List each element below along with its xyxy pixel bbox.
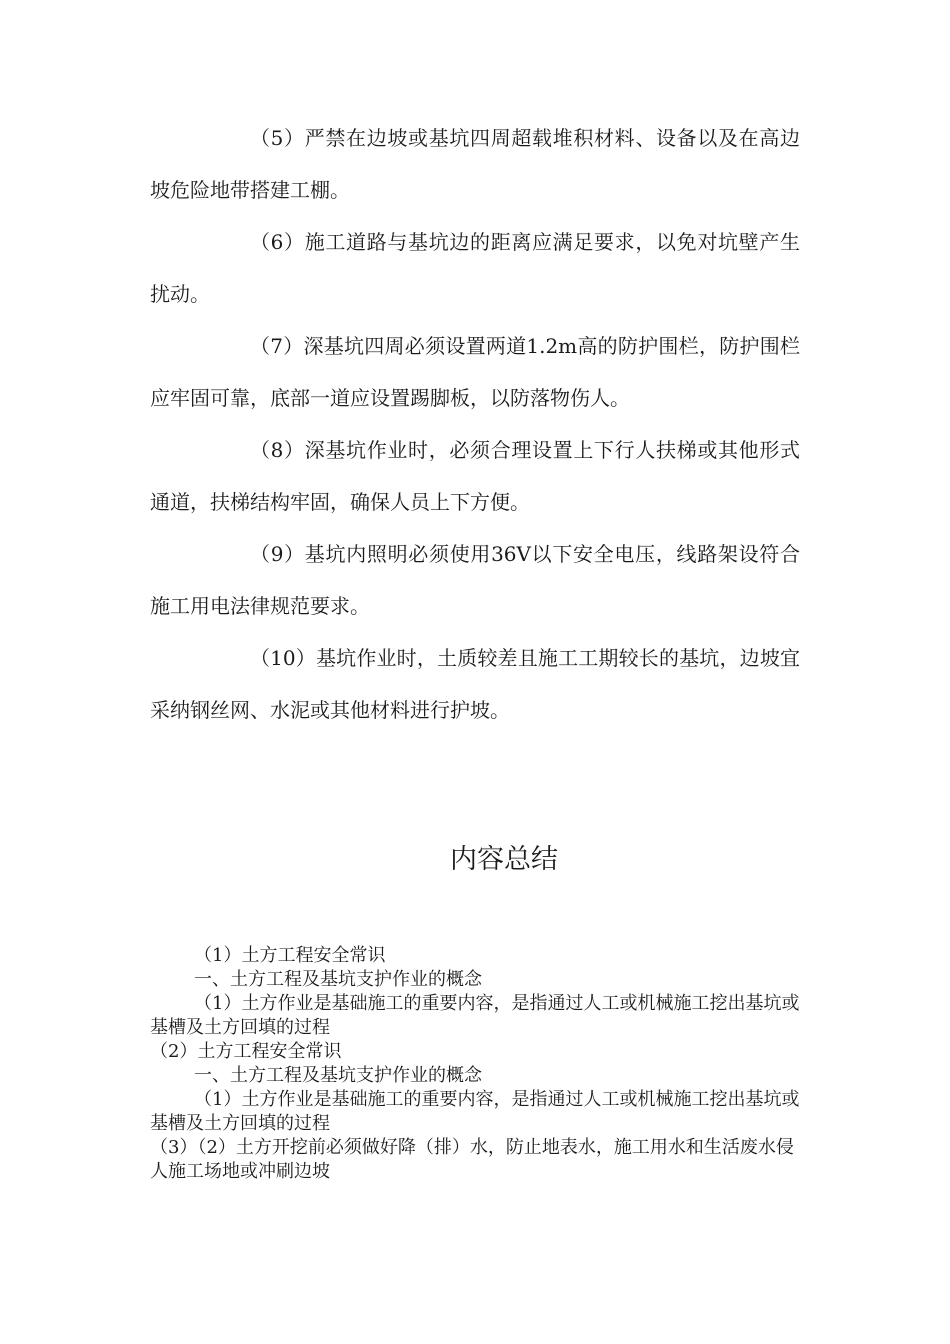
summary-line-3: （1）土方作业是基础施工的重要内容，是指通过人工或机械施工挖出基坑或基槽及土方回填的过程 xyxy=(150,993,800,1038)
summary-line-1: （1）土方工程安全常识 xyxy=(194,945,386,966)
summary-line-6: （1）土方作业是基础施工的重要内容，是指通过人工或机械施工挖出基坑或基槽及土方回填的过程 xyxy=(150,1089,800,1134)
summary-line-7: （3）（2）土方开挖前必须做好降（排）水，防止地表水，施工用水和生活废水侵人施工场地或冲刷边坡 xyxy=(150,1137,794,1182)
paragraph-10: （10）基坑作业时，土质较差且施工工期较长的基坑，边坡宜采纳钢丝网、水泥或其他材料进行护坡。 xyxy=(150,646,800,722)
summary-line-4: （2）土方工程安全常识 xyxy=(150,1041,342,1062)
body-text xyxy=(150,112,800,736)
paragraph-7: （7）深基坑四周必须设置两道1.2m高的防护围栏，防护围栏应牢固可靠，底部一道应设置踢脚板，以防落物伤人。 xyxy=(150,334,800,410)
summary-section xyxy=(150,944,800,1184)
paragraph-6: （6）施工道路与基坑边的距离应满足要求，以免对坑壁产生扰动。 xyxy=(150,230,800,306)
paragraph-5: （5）严禁在边坡或基坑四周超载堆积材料、设备以及在高边坡危险地带搭建工棚。 xyxy=(150,126,800,202)
summary-line-5: 一、土方工程及基坑支护作业的概念 xyxy=(194,1065,482,1086)
summary-line-2: 一、土方工程及基坑支护作业的概念 xyxy=(194,969,482,990)
paragraph-9: （9）基坑内照明必须使用36V以下安全电压，线路架设符合施工用电法律规范要求。 xyxy=(150,542,800,618)
paragraph-8: （8）深基坑作业时，必须合理设置上下行人扶梯或其他形式通道，扶梯结构牢固，确保人员上下方便。 xyxy=(150,438,800,514)
summary-title: 内容总结 xyxy=(450,844,558,875)
